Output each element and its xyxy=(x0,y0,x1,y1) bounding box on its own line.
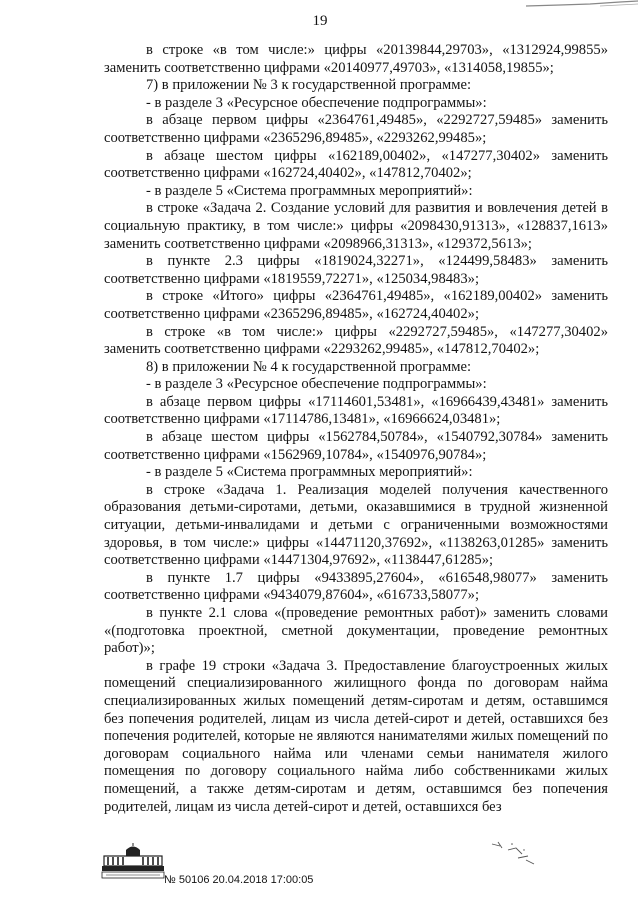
page-footer xyxy=(100,842,608,892)
paragraph: - в разделе 5 «Система программных мероприятий»: xyxy=(146,182,473,199)
document-registration-number: № 50106 20.04.2018 17:00:05 xyxy=(164,874,314,886)
paragraph: в строке «Задача 1. Реализация моделей получения качественного образования детьми-сиротами, детьми, оказавшимися в трудной жизненной ситуации, детьми-инвалидами и детьми с ограниченными возможностями здоровья, в том числе:» цифры «14471120,37692», «1138263,01285» заменить соответственно цифрами «14471304,97692», «1138447,61285»; xyxy=(104,481,608,569)
government-building-logo xyxy=(100,842,166,880)
paragraph: в строке «в том числе:» цифры «20139844,29703», «1312924,99855» заменить соответственно цифрами «20140977,49703», «1314058,19855»; xyxy=(104,42,608,76)
paragraph: - в разделе 5 «Система программных мероприятий»: xyxy=(146,464,473,481)
paragraph: - в разделе 3 «Ресурсное обеспечение подпрограммы»: xyxy=(146,376,487,393)
paragraph: в абзаце шестом цифры «1562784,50784», «1540792,30784» заменить соответственно цифрами «1562969,10784», «1540976,90784»; xyxy=(104,429,608,463)
paragraph: 7) в приложении № 3 к государственной программе: xyxy=(146,77,472,94)
paragraph: в абзаце первом цифры «2364761,49485», «2292727,59485» заменить соответственно цифрами «2365296,89485», «2293262,99485»; xyxy=(104,112,608,146)
paragraph: - в разделе 3 «Ресурсное обеспечение подпрограммы»: xyxy=(146,94,487,111)
paragraph: в пункте 2.1 слова «(проведение ремонтных работ)» заменить словами «(подготовка проектной, сметной документации, проведение ремонтных работ)»; xyxy=(104,605,608,657)
paragraph: в пункте 1.7 цифры «9433895,27604», «616548,98077» заменить соответственно цифрами «9434079,87604», «616733,58077»; xyxy=(104,569,608,604)
paragraph: в строке «Задача 2. Создание условий для развития и вовлечения детей в социальную практику, в том числе:» цифры «2098430,91313», «128837,1613» заменить соответственно цифрами «2098966,31313», «129372,5613»; xyxy=(104,200,608,252)
paragraph: в абзаце первом цифры «17114601,53481», «16966439,43481» заменить соответственно цифрами «17114786,13481», «16966624,03481»; xyxy=(104,393,608,428)
paragraph: в строке «Итого» цифры «2364761,49485», «162189,00402» заменить соответственно цифрами «2365296,89485», «162724,40402»; xyxy=(104,288,608,322)
scan-edge-mark xyxy=(520,0,640,10)
paragraph: в графе 19 строки «Задача 3. Предоставление благоустроенных жилых помещений специализированного жилищного фонда по договорам найма специализированных жилых помещений детям-сиротам и детям, оставшимся без попечения родителей, лицам из числа детей-сирот и детей, оставшихся без попечения родителей, которые не являются нанимателями жилых помещений по договорам социального найма или членами семьи нанимателя жилого помещения по договору социального найма либо собственниками жилых помещений, а также детям-сиротам и детям, оставшимся без попечения родителей, лицам из числа детей-сирот и детей, оставшихся без xyxy=(104,657,608,815)
paragraph: в строке «в том числе:» цифры «2292727,59485», «147277,30402» заменить соответственно цифрами «2293262,99485», «147812,70402»; xyxy=(104,323,608,358)
page-number: 19 xyxy=(312,13,328,29)
paragraph: 8) в приложении № 4 к государственной программе: xyxy=(146,358,472,375)
document-body xyxy=(104,42,608,816)
paragraph: в абзаце шестом цифры «162189,00402», «147277,30402» заменить соответственно цифрами «162724,40402», «147812,70402»; xyxy=(104,147,608,182)
paragraph: в пункте 2.3 цифры «1819024,32271», «124499,58483» заменить соответственно цифрами «1819559,72271», «125034,98483»; xyxy=(104,253,608,287)
handwritten-mark xyxy=(488,838,538,866)
